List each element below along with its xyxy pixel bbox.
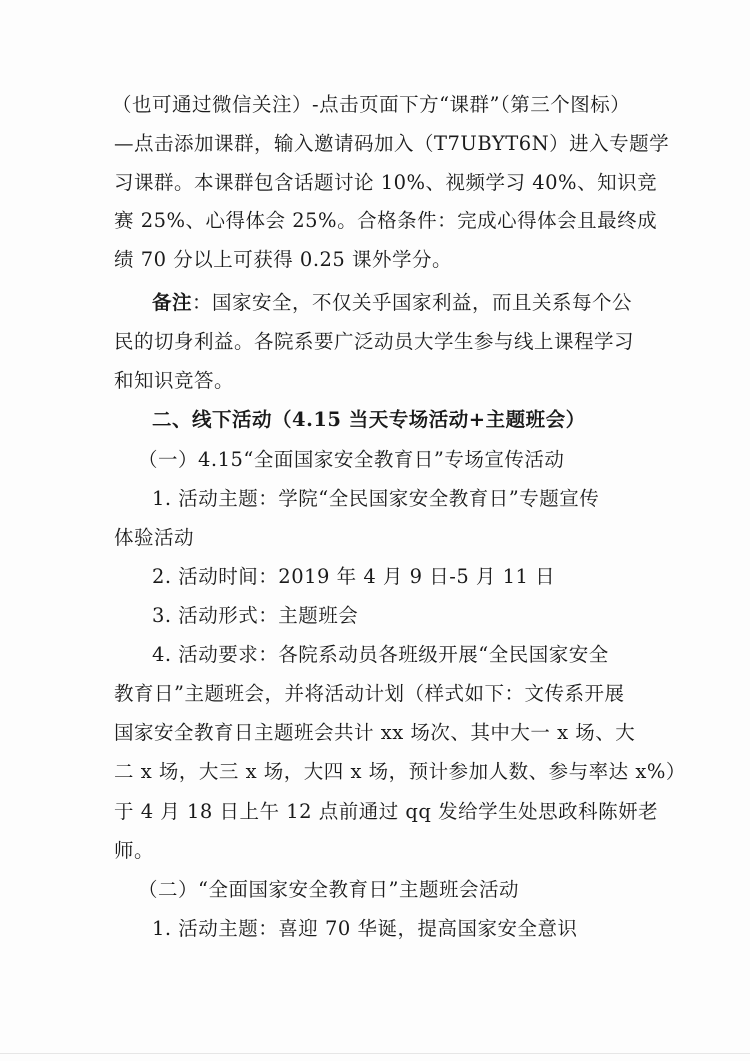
note-first-line: [152, 290, 632, 316]
subsection-heading: （二）“全面国家安全教育日”主题班会活动: [138, 878, 519, 901]
note-label: 备注: [152, 291, 193, 314]
paragraph-line: —点击添加课群，输入邀请码加入（T7UBYT6N）进入专题学: [114, 132, 670, 155]
paragraph-line: 绩 70 分以上可获得 0.25 课外学分。: [114, 248, 453, 271]
list-item-line: 师。: [114, 839, 155, 862]
list-item-line: 二 x 场，大三 x 场，大四 x 场，预计参加人数、参与率达 x%）: [114, 760, 686, 783]
subsection-heading: （一）4.15“全面国家安全教育日”专场宣传活动: [138, 448, 565, 471]
note-line: 民的切身利益。各院系要广泛动员大学生参与线上课程学习: [114, 330, 635, 353]
list-item-line: 教育日”主题班会，并将活动计划（样式如下：文传系开展: [114, 682, 625, 705]
paragraph-line: 赛 25%、心得体会 25%。合格条件：完成心得体会且最终成: [114, 209, 658, 232]
note-line: 和知识竞答。: [114, 369, 235, 392]
list-item-line: 国家安全教育日主题班会共计 xx 场次、其中大一 x 场、大: [114, 721, 636, 744]
section-heading: 二、线下活动（4.15 当天专场活动+主题班会）: [152, 408, 586, 431]
note-text: ：国家安全，不仅关乎国家利益，而且关系每个公: [192, 291, 633, 314]
list-item-line: 体验活动: [114, 526, 195, 549]
paragraph-line: （也可通过微信关注）-点击页面下方“课群”（第三个图标）: [112, 93, 631, 116]
list-item-line: 4. 活动要求：各院系动员各班级开展“全民国家安全: [152, 643, 609, 666]
list-item: 1. 活动主题：喜迎 70 华诞，提高国家安全意识: [152, 917, 578, 940]
scan-edge-divider: [0, 1053, 750, 1054]
list-item: 2. 活动时间：2019 年 4 月 9 日-5 月 11 日: [152, 565, 556, 588]
paragraph-line: 习课群。本课群包含话题讨论 10%、视频学习 40%、知识竞: [114, 171, 658, 194]
list-item: 3. 活动形式：主题班会: [152, 604, 359, 627]
list-item-line: 1. 活动主题：学院“全民国家安全教育日”专题宣传: [152, 487, 600, 510]
list-item-line: 于 4 月 18 日上午 12 点前通过 qq 发给学生处思政科陈妍老: [114, 800, 659, 823]
